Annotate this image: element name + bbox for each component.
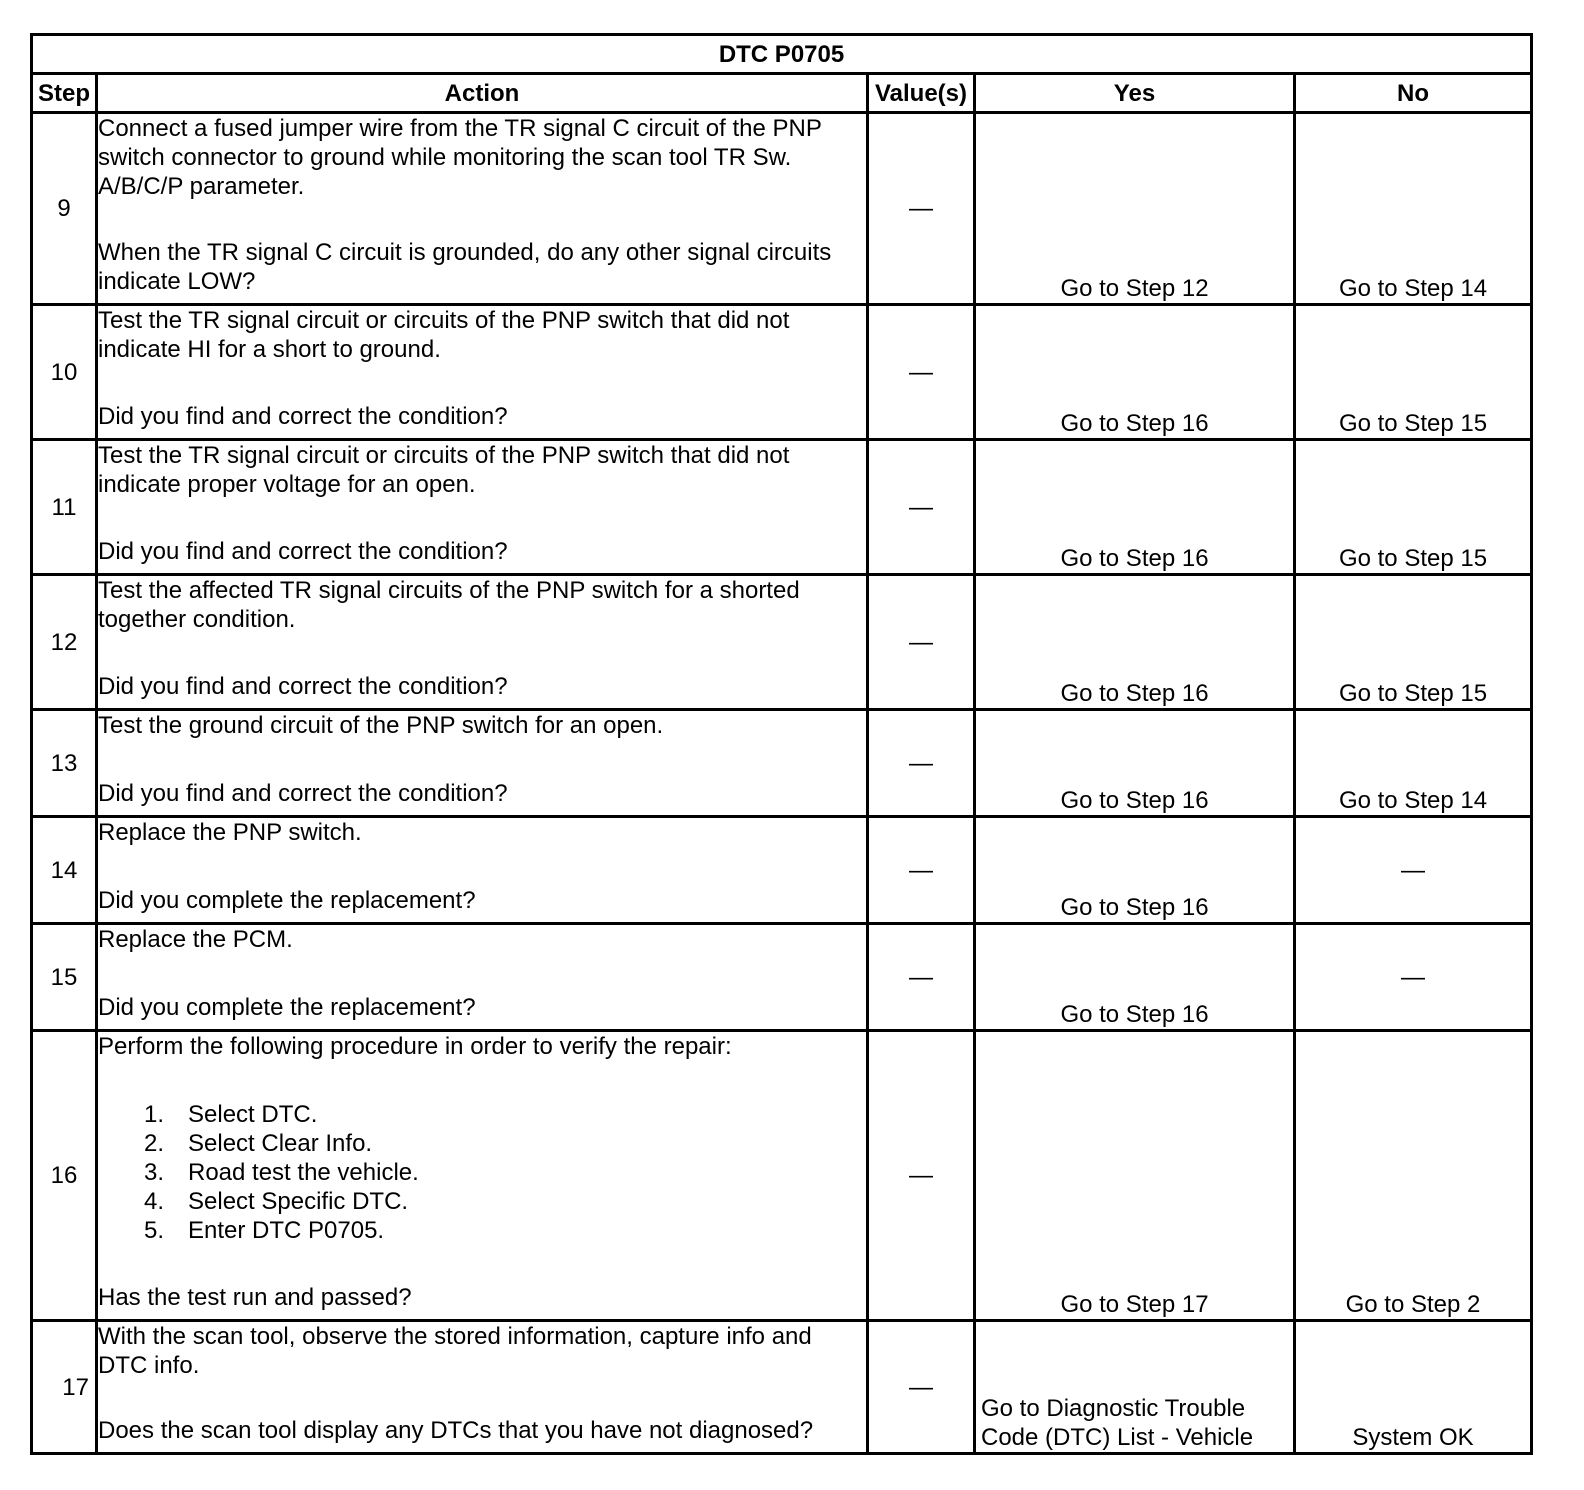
header-values: Value(s) [868,74,975,113]
step-number: 9 [32,113,97,305]
action-cell [97,817,868,924]
step-number: 17 [32,1321,97,1454]
dtc-table [30,33,1533,1455]
list-item-number: 2. [143,1129,164,1157]
value-cell: — [868,1321,975,1454]
list-item-number: 4. [143,1187,164,1215]
list-item-number: 3. [143,1158,164,1186]
action-cell [97,924,868,1031]
action-text: With the scan tool, observe the stored information, capture info and DTC info. [98,1323,812,1379]
action-text: Test the TR signal circuit or circuits of the PNP switch that did not indicate proper voltage for an open. [98,442,790,498]
action-cell [97,1321,868,1454]
no-link[interactable]: Go to Step 2 [1295,1031,1532,1321]
table-row [32,305,1532,440]
no-value: — [1295,924,1532,1031]
list-item [98,1187,866,1216]
table-row [32,575,1532,710]
action-cell [97,305,868,440]
no-result: System OK [1295,1321,1532,1454]
action-text: Test the affected TR signal circuits of the PNP switch for a shorted together condition. [98,577,800,633]
no-link[interactable]: Go to Step 15 [1295,575,1532,710]
list-item-text: Road test the vehicle. [188,1158,419,1186]
action-cell [97,1031,868,1321]
header-action: Action [97,74,868,113]
step-number: 13 [32,710,97,817]
step-number: 11 [32,440,97,575]
yes-link[interactable]: Go to Step 16 [975,710,1295,817]
action-question: Did you complete the replacement? [98,994,476,1021]
yes-link[interactable]: Go to Step 12 [975,113,1295,305]
yes-link[interactable]: Go to Step 17 [975,1031,1295,1321]
action-text: Connect a fused jumper wire from the TR signal C circuit of the PNP switch connector to ground while monitoring the scan tool TR Sw. A/B/C/P parameter. [98,115,822,200]
value-cell: — [868,710,975,817]
action-text: Perform the following procedure in order to verify the repair: [98,1033,732,1060]
yes-link[interactable]: Go to Step 16 [975,817,1295,924]
value-cell: — [868,1031,975,1321]
yes-link[interactable]: Go to Step 16 [975,575,1295,710]
table-row [32,817,1532,924]
table-title: DTC P0705 [32,35,1532,74]
step-number: 15 [32,924,97,1031]
step-number: 12 [32,575,97,710]
no-link[interactable]: Go to Step 15 [1295,440,1532,575]
list-item-text: Select Clear Info. [188,1129,373,1157]
action-cell [97,710,868,817]
value-cell: — [868,924,975,1031]
action-question: When the TR signal C circuit is grounded, do any other signal circuits indicate LOW? [98,239,832,295]
header-step: Step [32,74,97,113]
action-text: Test the TR signal circuit or circuits of the PNP switch that did not indicate HI for a short to ground. [98,307,790,363]
action-cell [97,575,868,710]
list-item [98,1100,866,1129]
step-number: 10 [32,305,97,440]
list-item [98,1158,866,1187]
yes-link[interactable]: Go to Step 16 [975,305,1295,440]
yes-link[interactable]: Go to Diagnostic Trouble Code (DTC) List - Vehicle [975,1321,1295,1454]
action-question: Did you find and correct the condition? [98,403,508,430]
table-row [32,113,1532,305]
list-item [98,1129,866,1158]
action-cell [97,113,868,305]
list-item-text: Enter DTC P0705. [188,1216,385,1244]
list-item-number: 5. [143,1216,164,1244]
action-text: Test the ground circuit of the PNP switch for an open. [98,712,664,739]
action-question: Has the test run and passed? [98,1284,412,1311]
value-cell: — [868,440,975,575]
action-question: Does the scan tool display any DTCs that you have not diagnosed? [98,1417,814,1444]
table-row [32,1031,1532,1321]
action-cell [97,440,868,575]
no-value: — [1295,817,1532,924]
action-text: Replace the PNP switch. [98,819,362,846]
no-link[interactable]: Go to Step 14 [1295,113,1532,305]
table-row [32,440,1532,575]
action-question: Did you find and correct the condition? [98,538,508,565]
table-row [32,1321,1532,1454]
no-link[interactable]: Go to Step 15 [1295,305,1532,440]
procedure-list [98,1100,866,1245]
list-item [98,1216,866,1245]
yes-link[interactable]: Go to Step 16 [975,924,1295,1031]
action-question: Did you find and correct the condition? [98,780,508,807]
action-text: Replace the PCM. [98,926,293,953]
list-item-text: Select Specific DTC. [188,1187,409,1215]
header-yes: Yes [975,74,1295,113]
list-item-number: 1. [143,1100,164,1128]
yes-link[interactable]: Go to Step 16 [975,440,1295,575]
action-question: Did you complete the replacement? [98,887,476,914]
list-item-text: Select DTC. [188,1100,318,1128]
action-question: Did you find and correct the condition? [98,673,508,700]
table-row [32,710,1532,817]
header-no: No [1295,74,1532,113]
table-row [32,924,1532,1031]
step-number: 16 [32,1031,97,1321]
value-cell: — [868,113,975,305]
value-cell: — [868,575,975,710]
value-cell: — [868,305,975,440]
no-link[interactable]: Go to Step 14 [1295,710,1532,817]
value-cell: — [868,817,975,924]
step-number: 14 [32,817,97,924]
